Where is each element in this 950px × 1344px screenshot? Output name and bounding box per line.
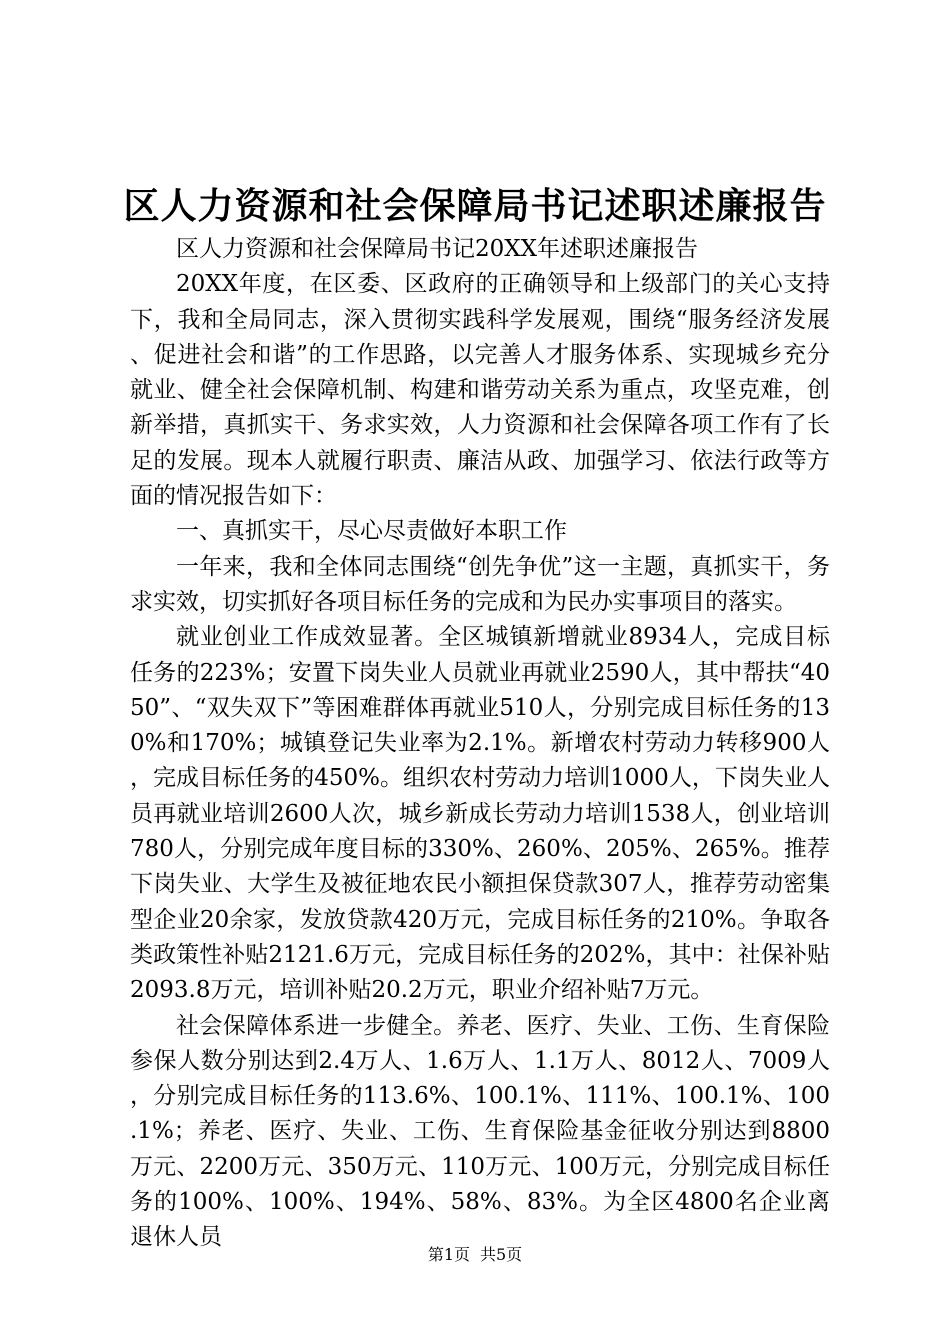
page-number: 第1页: [427, 1245, 470, 1264]
employment-paragraph: 就业创业工作成效显著。全区城镇新增就业8934人，完成目标任务的223%；安置下岗失业人员就业再就业2590人，其中帮扶“4050”、“双失双下”等困难群体再就业510人，分别完成目标任务的130%和170%；城镇登记失业率为2.1%。新增农村劳动力转移900人，完成目标任务的450%。组织农村劳动力培训1000人，下岗失业人员再就业培训2600人次，城乡新成长劳动力培训1538人，创业培训780人，分别完成年度目标的330%、260%、205%、265%。推荐下岗失业、大学生及被征地农民小额担保贷款307人，推荐劳动密集型企业20余家，发放贷款420万元，完成目标任务的210%。争取各类政策性补贴2121.6万元，完成目标任务的202%，其中：社保补贴2093.8万元，培训补贴20.2万元，职业介绍补贴7万元。: [130, 624, 830, 1004]
intro-paragraph: 20XX年度，在区委、区政府的正确领导和上级部门的关心支持下，我和全局同志，深入贯彻实践科学发展观，围绕“服务经济发展、促进社会和谐”的工作思路，以完善人才服务体系、实现城乡充分就业、健全社会保障机制、构建和谐劳动关系为重点，攻坚克难，创新举措，真抓实干、务求实效，人力资源和社会保障各项工作有了长足的发展。现本人就履行职责、廉洁从政、加强学习、依法行政等方面的情况报告如下：: [130, 271, 830, 510]
document-body: [130, 232, 830, 1256]
page-total: 共5页: [480, 1245, 523, 1264]
social-security-paragraph: 社会保障体系进一步健全。养老、医疗、失业、工伤、生育保险参保人数分别达到2.4万人、1.6万人、1.1万人、8012人、7009人，分别完成目标任务的113.6%、100.1%、111%、100.1%、100.1%；养老、医疗、失业、工伤、生育保险基金征收分别达到8800万元、2200万元、350万元、110万元、100万元，分别完成目标任务的100%、100%、194%、58%、83%。为全区4800名企业离退休人员: [130, 1012, 830, 1251]
section-heading: 一、真抓实干，尽心尽责做好本职工作: [176, 518, 567, 545]
subtitle-paragraph: 区人力资源和社会保障局书记20XX年述职述廉报告: [176, 236, 699, 262]
body-paragraph: 一年来，我和全体同志围绕“创先争优”这一主题，真抓实干，务求实效，切实抓好各项目标任务的完成和为民办实事项目的落实。: [130, 553, 830, 615]
page-footer: [0, 1244, 950, 1266]
document-title: 区人力资源和社会保障局书记述职述廉报告: [123, 185, 827, 227]
